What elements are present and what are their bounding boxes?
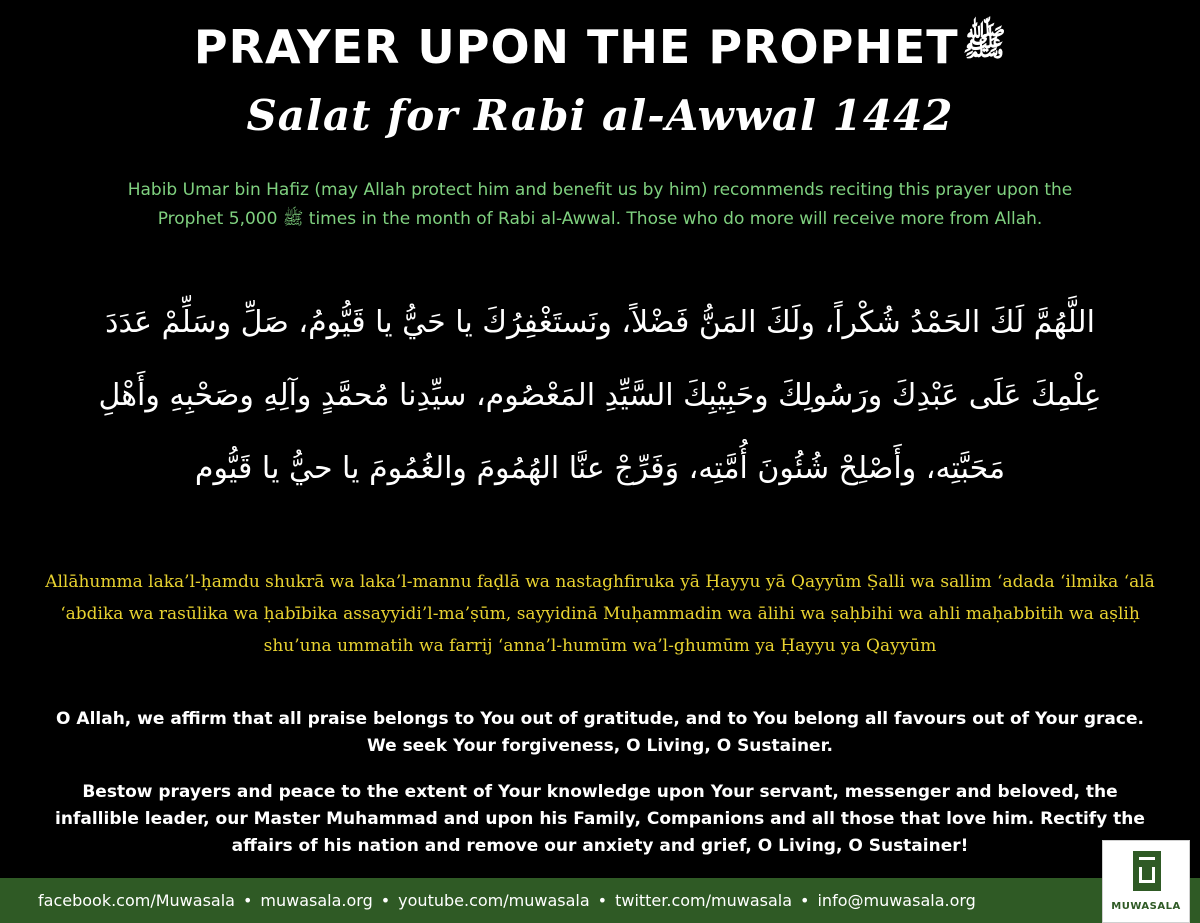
title-text: PRAYER UPON THE PROPHET [193, 20, 959, 74]
honorific-glyph: ﷺ [962, 23, 1007, 64]
logo-mark-icon [1133, 851, 1161, 891]
footer-link-twitter[interactable]: twitter.com/muwasala [615, 891, 793, 910]
footer-bar [0, 878, 1200, 923]
logo-text: MUWASALA [1111, 901, 1181, 912]
page-subtitle: Salat for Rabi al-Awwal 1442 [246, 91, 954, 140]
arabic-prayer-text: اللَّهُمَّ لَكَ الحَمْدُ شُكْراً، ولَكَ المَنُّ فَضْلاً، ونَستَغْفِرُكَ يا حَيُّ يا قَيُّومُ، صَلِّ وسَلِّمْ عَدَدَ عِلْمِكَ عَلَى عَبْدِكَ ورَسُولِكَ وحَبِيْبِكَ السَّيِّدِ المَعْصُوم، سيِّدِنا مُحمَّدٍ وآلِهِ وصَحْبِهِ وأَهْلِ مَحَبَّتِه، وأَصْلِحْ شُئُونَ أُمَّتِه، وَفَرِّجْ عنَّا الهُمُومَ والغُمُومَ يا حيُّ يا قَيُّوم [98, 305, 1102, 486]
muwasala-logo [1102, 840, 1190, 923]
footer-link-facebook[interactable]: facebook.com/Muwasala [38, 891, 235, 910]
footer-separator: • [800, 891, 810, 910]
footer-link-website[interactable]: muwasala.org [260, 891, 373, 910]
footer-separator: • [597, 891, 608, 910]
footer-links [38, 878, 976, 923]
translation-paragraph-1: O Allah, we affirm that all praise belongs to You out of gratitude, and to You belong all favours out of Your grace. We seek Your forgiveness, O Living, O Sustainer. [56, 709, 1144, 756]
footer-link-youtube[interactable]: youtube.com/muwasala [398, 891, 590, 910]
page-title [0, 16, 1200, 75]
intro-paragraph: Habib Umar bin Hafiz (may Allah protect him and benefit us by him) recommends reciting this prayer upon the Prophet ﷺ 5,000 times in the month of Rabi al-Awwal. Those who do more will receive more from Allah. [127, 180, 1073, 229]
footer-separator: • [380, 891, 391, 910]
footer-separator: • [242, 891, 253, 910]
footer-link-email[interactable]: info@muwasala.org [817, 891, 976, 910]
translation-paragraph-2: Bestow prayers and peace to the extent of Your knowledge upon Your servant, messenger and beloved, the infallible leader, our Master Muhammad and upon his Family, Companions and all those that love him. Rectify the affairs of his nation and remove our anxiety and grief, O Living, O Sustainer! [55, 782, 1145, 856]
transliteration-text: Allāhumma laka’l-ḥamdu shukrā wa laka’l-mannu faḍlā wa nastaghfiruka yā Ḥayyu yā Qayyūm Ṣalli wa sallim ‘adada ‘ilmika ‘alā ‘abdika wa rasūlika wa ḥabībika assayyidi’l-ma’ṣūm, sayyidinā Muḥammadin wa ālihi wa ṣaḥbihi wa ahli maḥabbitih wa aṣliḥ shu’una ummatih wa farrij ‘anna’l-humūm wa’l-ghumūm ya Ḥayyu ya Qayyūm [45, 572, 1155, 656]
